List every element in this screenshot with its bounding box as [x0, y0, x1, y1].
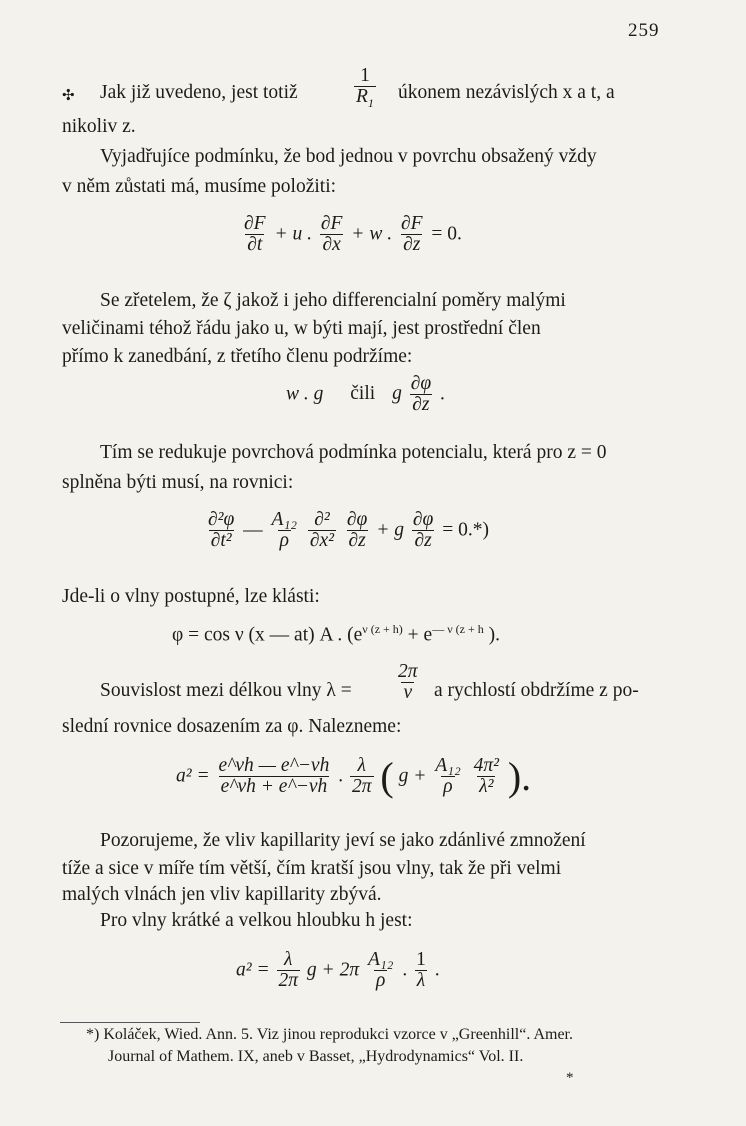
- eq5-g: g +: [398, 765, 427, 787]
- eq2-num: ∂φ: [410, 373, 432, 394]
- equation-2: [286, 374, 445, 416]
- para7-line3: malých vlnách jen vliv kapillarity zbývá.: [62, 884, 382, 905]
- para1-line1-left: Jak již uvedeno, jest totiž: [100, 82, 298, 103]
- eq5-f2-den: 2π: [351, 776, 372, 798]
- eq6-mid: g + 2π: [306, 959, 360, 981]
- eq6-f3-den: λ: [416, 970, 426, 992]
- eq5-f4-den: λ²: [479, 776, 494, 798]
- eq5-open: (: [380, 753, 394, 799]
- eq3-rhs: = 0.*): [442, 519, 489, 541]
- eq5-f4-num: 4π²: [473, 755, 499, 776]
- eq5-f1-num: e^νh — e^−νh: [218, 755, 330, 776]
- para2-line2: v něm zůstati má, musíme položiti:: [62, 176, 337, 197]
- footnote-line1: *) Koláček, Wied. Ann. 5. Viz jinou reprodukci vzorce v „Greenhill“. Amer.: [86, 1026, 573, 1043]
- eq5-f1-den: e^νh + e^−νh: [220, 776, 328, 798]
- eq2-end: .: [440, 383, 445, 405]
- eq1-op1: + u .: [274, 223, 312, 245]
- eq3-t3-num: ∂²: [314, 509, 330, 530]
- equation-3: [204, 510, 489, 552]
- footnote-line2: Journal of Mathem. IX, aneb v Basset, „Hydrodynamics“ Vol. II.: [108, 1048, 524, 1065]
- eq1-t1-den: ∂t: [247, 234, 263, 256]
- eq2-left: w . g: [286, 383, 324, 405]
- para6-frac-num: 2π: [398, 661, 418, 682]
- bottom-mark: *: [566, 1070, 574, 1086]
- eq3-t1-num: ∂²φ: [208, 509, 235, 530]
- eq6-f3-num: 1: [416, 949, 426, 970]
- eq5-f3-den: ρ: [443, 776, 453, 798]
- equation-5: [176, 753, 532, 799]
- para7-line4: Pro vlny krátké a velkou hloubku h jest:: [100, 910, 413, 931]
- eq3-t5-den: ∂z: [414, 530, 432, 552]
- eq2-mid: čili: [350, 383, 376, 405]
- para7-line1: Pozorujeme, že vliv kapillarity jeví se jako zdánlivé zmnožení: [100, 830, 586, 851]
- para4-line1: Tím se redukuje povrchová podmínka potencialu, která pro z = 0: [100, 442, 607, 463]
- eq3-t5-num: ∂φ: [412, 509, 434, 530]
- para6-line2: slední rovnice dosazením za φ. Nalezneme:: [62, 716, 402, 737]
- eq3-t2-den: ρ: [279, 530, 289, 552]
- eq2-g: g: [392, 383, 402, 405]
- eq5-lhs: a² =: [176, 765, 210, 787]
- eq4-mid: + e: [402, 624, 433, 646]
- eq1-rhs: = 0.: [431, 223, 462, 245]
- asterism-mark: ✣: [62, 88, 75, 104]
- para1-frac-den: R: [356, 86, 368, 108]
- eq2-den: ∂z: [412, 394, 430, 416]
- eq5-f3-num: A₁₂: [435, 755, 461, 776]
- para3-line3: přímo k zanedbání, z třetího členu podržíme:: [62, 346, 413, 367]
- eq3-t1-den: ∂t²: [210, 530, 232, 552]
- para4-line2: splněna býti musí, na rovnici:: [62, 472, 294, 493]
- para7-line2: tíže a sice v míře tím větší, čím kratší jsou vlny, tak že při velmi: [62, 858, 562, 879]
- eq5-dot: .: [338, 765, 344, 787]
- page-number: 259: [628, 20, 660, 41]
- eq6-f2-den: ρ: [376, 970, 386, 992]
- equation-1: [240, 214, 462, 256]
- eq6-f1-num: λ: [284, 949, 293, 970]
- eq6-f2-num: A₁₂: [367, 949, 394, 970]
- eq3-t4-num: ∂φ: [346, 509, 368, 530]
- eq6-dot: .: [402, 959, 408, 981]
- eq6-lhs: a² =: [236, 959, 270, 981]
- eq6-f1-den: 2π: [278, 970, 299, 992]
- eq1-t1-num: ∂F: [244, 213, 266, 234]
- para1-frac-num: 1: [360, 65, 370, 86]
- para1-line1-right: úkonem nezávislých x a t, a: [398, 82, 615, 103]
- para2-line1: Vyjadřujíce podmínku, že bod jednou v povrchu obsažený vždy: [100, 146, 597, 167]
- para5-line1: Jde-li o vlny postupné, lze klásti:: [62, 586, 320, 607]
- eq4-exp2: — ν (z + h: [432, 622, 484, 636]
- eq5-f2-num: λ: [357, 755, 366, 776]
- para1-fraction: [352, 66, 378, 110]
- eq3-t3-den: ∂x²: [309, 530, 335, 552]
- para6-line1-left: Souvislost mezi délkou vlny λ =: [100, 680, 352, 701]
- para6-frac-den: ν: [403, 682, 413, 704]
- eq1-t2-num: ∂F: [320, 213, 343, 234]
- eq3-plus: + g: [376, 519, 405, 541]
- footnote-rule: [60, 1022, 200, 1023]
- eq1-t2-den: ∂x: [322, 234, 341, 256]
- eq5-close: ).: [507, 753, 532, 799]
- equation-6: [236, 950, 440, 992]
- para3-line2: veličinami téhož řádu jako u, w býti mají, jest prostřední člen: [62, 318, 541, 339]
- para1-frac-den-sub: 1: [367, 96, 374, 111]
- eq6-end: .: [434, 959, 440, 981]
- equation-4: [172, 622, 500, 647]
- eq3-t4-den: ∂z: [348, 530, 366, 552]
- para1-line2: nikoliv z.: [62, 116, 136, 137]
- eq1-t3-num: ∂F: [400, 213, 423, 234]
- eq1-t3-den: ∂z: [403, 234, 421, 256]
- eq3-t2-num: A₁₂: [271, 509, 298, 530]
- eq3-minus: —: [243, 519, 263, 541]
- para6-line1-right: a rychlostí obdržíme z po-: [434, 680, 639, 701]
- eq1-op2: + w .: [351, 223, 393, 245]
- eq4-end: ).: [483, 624, 500, 646]
- para3-line1: Se zřetelem, že ζ jakož i jeho differencialní poměry malými: [100, 290, 566, 311]
- eq4-exp1: ν (z + h): [362, 622, 403, 636]
- para6-fraction: [394, 662, 422, 704]
- eq4-text: φ = cos ν (x — at) A . (e: [172, 624, 363, 646]
